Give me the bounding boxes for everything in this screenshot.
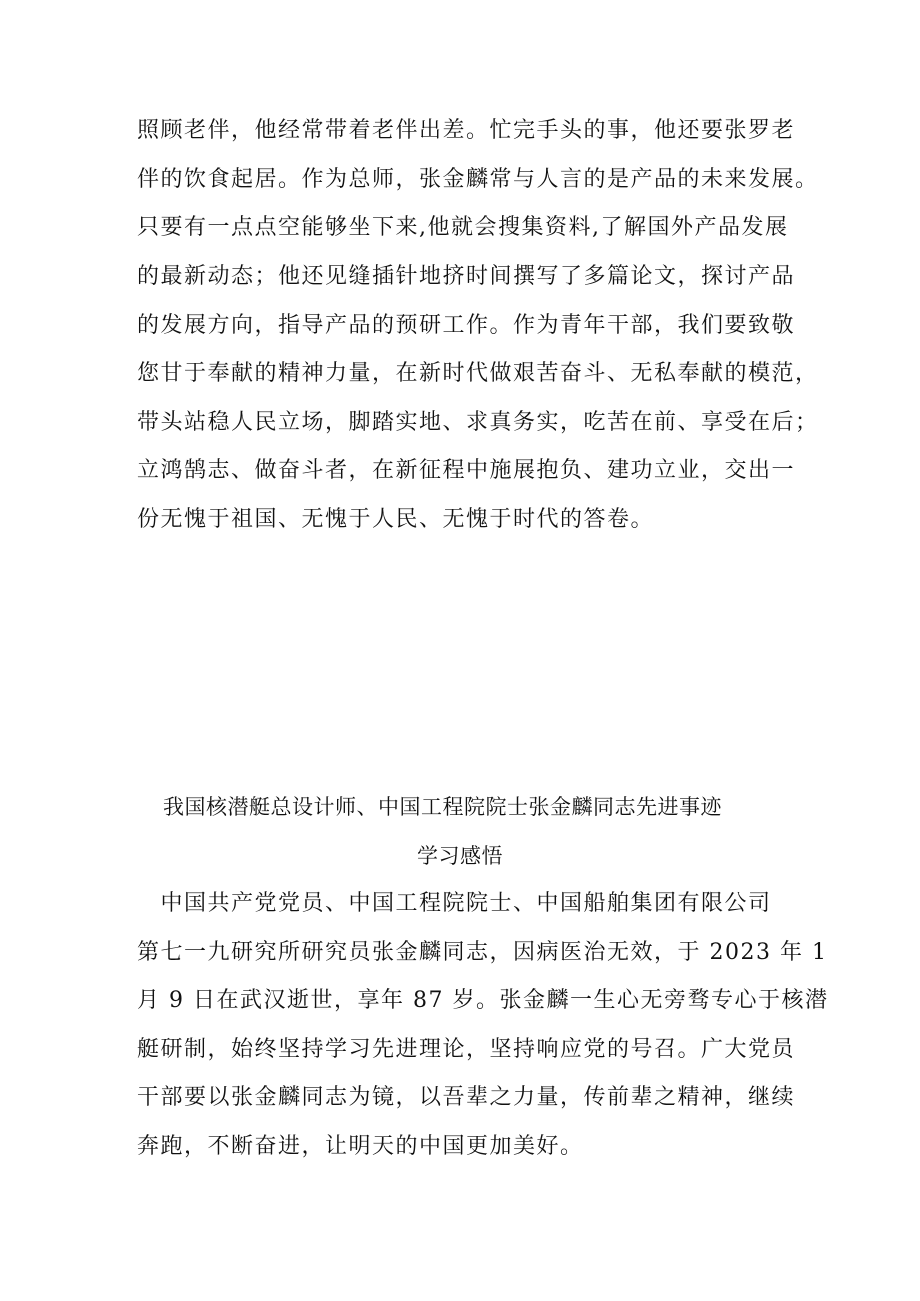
text-line: 第七一九研究所研究员张金麟同志，因病医治无效，于 2023 年 1 — [137, 940, 828, 965]
text-line: 立鸿鹄志、做奋斗者，在新征程中施展抱负、建功立业，交出一 — [137, 458, 796, 483]
text-line: 您甘于奉献的精神力量，在新时代做艰苦奋斗、无私奉献的模范， — [137, 361, 819, 386]
title-line-1: 我国核潜艇总设计师、中国工程院院士张金麟同志先进事迹 — [163, 795, 722, 819]
text-line: 份无愧于祖国、无愧于人民、无愧于时代的答卷。 — [137, 507, 655, 532]
text-line: 照顾老伴，他经常带着老伴出差。忙完手头的事，他还要张罗老 — [137, 118, 796, 143]
title-line-2: 学习感悟 — [417, 844, 503, 868]
text-line: 中国共产党党员、中国工程院院士、中国船舶集团有限公司 — [137, 891, 772, 916]
text-line: 的最新动态；他还见缝插针地挤时间撰写了多篇论文，探讨产品 — [137, 264, 796, 289]
text-line: 干部要以张金麟同志为镜，以吾辈之力量，传前辈之精神，继续 — [137, 1085, 796, 1110]
text-line: 奔跑，不断奋进，让明天的中国更加美好。 — [137, 1134, 584, 1159]
text-line: 艇研制，始终坚持学习先进理论，坚持响应党的号召。广大党员 — [137, 1037, 796, 1062]
text-line: 伴的饮食起居。作为总师，张金麟常与人言的是产品的未来发展。 — [137, 167, 819, 192]
text-line: 只要有一点点空能够坐下来,他就会搜集资料,了解国外产品发展 — [137, 215, 789, 240]
text-line: 的发展方向，指导产品的预研工作。作为青年干部，我们要致敬 — [137, 313, 796, 338]
text-line: 带头站稳人民立场，脚踏实地、求真务实，吃苦在前、享受在后； — [137, 410, 819, 435]
text-line: 月 9 日在武汉逝世，享年 87 岁。张金麟一生心无旁骛专心于核潜 — [137, 988, 829, 1013]
